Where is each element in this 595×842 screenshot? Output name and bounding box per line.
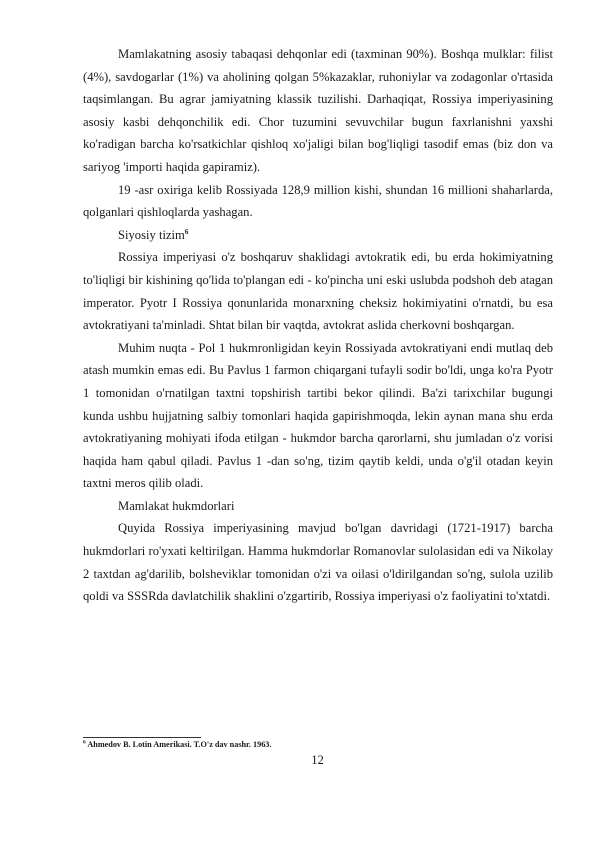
section-heading-rulers: Mamlakat hukmdorlari [118, 498, 235, 513]
heading-text: Siyosiy tizim [118, 227, 185, 242]
paragraph-population-count: 19 -asr oxiriga kelib Rossiyada 128,9 million kishi, shundan 16 millioni shaharlarda, qolganlari qishloqlarda yashagan. [83, 182, 553, 220]
footnote-separator [83, 737, 201, 738]
section-heading-political-system [83, 224, 553, 247]
paragraph-succession: Muhim nuqta - Pol 1 hukmronligidan keyin Rossiyada avtokratiyani endi mutlaq deb atash mumkin emas edi. Bu Pavlus 1 farmon chiqargani tufayli sodir bo'ldi, unga ko'ra Pyotr 1 tomonidan o'rnatilgan taxtni topshirish tartibi bekor qilindi. Ba'zi tarixchilar bugungi kunda ushbu hujjatning salbiy tomonlari haqida gapirishmoqda, lekin aynan mana shu erda avtokratiyaning mohiyati ifoda etilgan - hukmdor barcha qarorlarni, shu jumladan o'z vorisi haqida ham qabul qiladi. Pavlus 1 -dan so'ng, tizim qaytib keldi, unda o'g'il otadan keyin taxtni meros qilib oladi. [83, 340, 553, 491]
page-number: 12 [311, 753, 324, 767]
document-body [83, 43, 553, 608]
footnote [83, 740, 271, 749]
footnote-mark: 6 [83, 739, 86, 746]
paragraph-population-structure: Mamlakatning asosiy tabaqasi dehqonlar edi (taxminan 90%). Boshqa mulklar: filist (4%), savdogarlar (1%) va aholining qolgan 5%kazaklar, ruhoniylar va zodagonlar o'rtasida taqsimlangan. Bu agrar jamiyatning klassik tuzilishi. Darhaqiqat, Rossiya imperiyasining asosiy kasbi dehqonchilik edi. Chor tuzumini sevuvchilar bugun faxrlanishni yaxshi ko'radigan barcha ko'rsatkichlar qishloq xo'jaligi bilan bog'liqligi tasodif emas (biz don va sariyog 'importi haqida gapiramiz). [83, 47, 553, 174]
footnote-reference[interactable]: 6 [184, 227, 189, 236]
paragraph-rulers-list: Quyida Rossiya imperiyasining mavjud bo'lgan davridagi (1721-1917) barcha hukmdorlari ro'yxati keltirilgan. Hamma hukmdorlar Romanovlar sulolasidan edi va Nikolay 2 taxtdan ag'darilib, bolsheviklar tomonidan o'zi va oilasi o'ldirilgandan so'ng, sulola uzilib qoldi va SSSRda davlatchilik shaklini o'zgartirib, Rossiya imperiyasi o'z faoliyatini to'xtatdi. [83, 521, 553, 604]
paragraph-autocracy: Rossiya imperiyasi o'z boshqaruv shaklidagi avtokratik edi, bu erda hokimiyatning to'liqligi bir kishining qo'lida to'plangan edi - ko'pincha uni eski uslubda podshoh deb atagan imperator. Pyotr I Rossiya qonunlarida monarxning cheksiz hokimiyatini o'rnatdi, bu esa avtokratiyani ta'minladi. Shtat bilan bir vaqtda, avtokrat aslida cherkovni boshqargan. [83, 250, 553, 333]
footnote-text: Ahmedov B. Lotin Amerikasi. T.O'z dav nashr. 1963. [87, 740, 272, 749]
